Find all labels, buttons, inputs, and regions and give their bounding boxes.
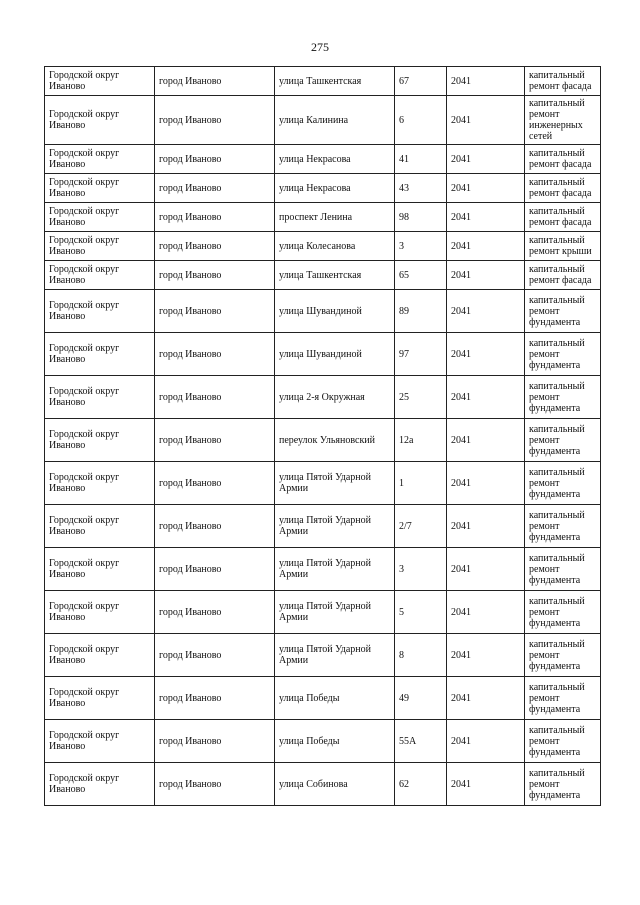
cell-work-type: капитальный ремонт фасада [525,174,601,203]
cell-city: город Иваново [155,261,275,290]
cell-city: город Иваново [155,290,275,333]
cell-house: 67 [395,67,447,96]
cell-year: 2041 [447,505,525,548]
cell-street: улица Шувандиной [275,290,395,333]
cell-city: город Иваново [155,505,275,548]
cell-street: улица Некрасова [275,174,395,203]
cell-house: 5 [395,591,447,634]
cell-street: улица Пятой Ударной Армии [275,505,395,548]
cell-city: город Иваново [155,591,275,634]
cell-year: 2041 [447,462,525,505]
cell-street: переулок Ульяновский [275,419,395,462]
cell-district: Городской округ Иваново [45,505,155,548]
cell-house: 98 [395,203,447,232]
cell-district: Городской округ Иваново [45,290,155,333]
cell-house: 3 [395,232,447,261]
cell-work-type: капитальный ремонт фундамента [525,462,601,505]
cell-city: город Иваново [155,333,275,376]
cell-work-type: капитальный ремонт фундамента [525,763,601,806]
cell-city: город Иваново [155,763,275,806]
cell-city: город Иваново [155,634,275,677]
cell-year: 2041 [447,419,525,462]
cell-street: улица Калинина [275,96,395,145]
cell-house: 65 [395,261,447,290]
cell-district: Городской округ Иваново [45,720,155,763]
cell-street: проспект Ленина [275,203,395,232]
cell-district: Городской округ Иваново [45,67,155,96]
cell-street: улица Победы [275,677,395,720]
table-body [45,67,601,806]
cell-street: улица Ташкентская [275,261,395,290]
cell-work-type: капитальный ремонт фасада [525,67,601,96]
cell-district: Городской округ Иваново [45,232,155,261]
cell-year: 2041 [447,677,525,720]
cell-year: 2041 [447,290,525,333]
cell-city: город Иваново [155,67,275,96]
cell-district: Городской округ Иваново [45,174,155,203]
cell-district: Городской округ Иваново [45,634,155,677]
cell-work-type: капитальный ремонт фасада [525,261,601,290]
cell-city: город Иваново [155,203,275,232]
cell-district: Городской округ Иваново [45,376,155,419]
cell-work-type: капитальный ремонт фундамента [525,720,601,763]
cell-work-type: капитальный ремонт фундамента [525,290,601,333]
page-number: 275 [311,40,329,54]
cell-district: Городской округ Иваново [45,591,155,634]
cell-year: 2041 [447,96,525,145]
cell-house: 1 [395,462,447,505]
table-row [45,677,601,720]
cell-work-type: капитальный ремонт фундамента [525,376,601,419]
cell-street: улица Собинова [275,763,395,806]
cell-house: 89 [395,290,447,333]
cell-street: улица Некрасова [275,145,395,174]
cell-house: 6 [395,96,447,145]
cell-work-type: капитальный ремонт фасада [525,203,601,232]
cell-house: 55А [395,720,447,763]
table-row [45,67,601,96]
cell-street: улица Пятой Ударной Армии [275,462,395,505]
cell-city: город Иваново [155,232,275,261]
cell-district: Городской округ Иваново [45,419,155,462]
cell-street: улица Пятой Ударной Армии [275,548,395,591]
cell-district: Городской округ Иваново [45,203,155,232]
cell-year: 2041 [447,203,525,232]
cell-district: Городской округ Иваново [45,763,155,806]
cell-street: улица Пятой Ударной Армии [275,591,395,634]
cell-city: город Иваново [155,677,275,720]
cell-city: город Иваново [155,96,275,145]
cell-year: 2041 [447,634,525,677]
cell-work-type: капитальный ремонт фундамента [525,677,601,720]
cell-year: 2041 [447,333,525,376]
cell-house: 97 [395,333,447,376]
table-row [45,290,601,333]
table-row [45,145,601,174]
repair-schedule-table [44,66,601,806]
cell-work-type: капитальный ремонт фундамента [525,548,601,591]
cell-city: город Иваново [155,376,275,419]
cell-house: 41 [395,145,447,174]
cell-district: Городской округ Иваново [45,677,155,720]
cell-city: город Иваново [155,548,275,591]
cell-street: улица Ташкентская [275,67,395,96]
cell-year: 2041 [447,548,525,591]
cell-year: 2041 [447,720,525,763]
cell-city: город Иваново [155,720,275,763]
cell-house: 25 [395,376,447,419]
table-row [45,634,601,677]
table-row [45,174,601,203]
table-row [45,591,601,634]
cell-district: Городской округ Иваново [45,145,155,174]
cell-work-type: капитальный ремонт фундамента [525,634,601,677]
cell-house: 12а [395,419,447,462]
cell-district: Городской округ Иваново [45,548,155,591]
cell-district: Городской округ Иваново [45,462,155,505]
cell-year: 2041 [447,763,525,806]
cell-year: 2041 [447,261,525,290]
cell-year: 2041 [447,376,525,419]
cell-house: 43 [395,174,447,203]
cell-city: город Иваново [155,462,275,505]
cell-city: город Иваново [155,174,275,203]
cell-city: город Иваново [155,419,275,462]
cell-year: 2041 [447,591,525,634]
cell-work-type: капитальный ремонт фундамента [525,419,601,462]
table-row [45,333,601,376]
cell-work-type: капитальный ремонт фасада [525,145,601,174]
table-row [45,261,601,290]
table-row [45,548,601,591]
table-row [45,763,601,806]
table-row [45,720,601,763]
cell-house: 8 [395,634,447,677]
cell-district: Городской округ Иваново [45,333,155,376]
table-row [45,232,601,261]
cell-work-type: капитальный ремонт инженерных сетей [525,96,601,145]
table-row [45,203,601,232]
cell-year: 2041 [447,67,525,96]
table-row [45,505,601,548]
cell-year: 2041 [447,232,525,261]
cell-house: 49 [395,677,447,720]
cell-district: Городской округ Иваново [45,261,155,290]
cell-street: улица Пятой Ударной Армии [275,634,395,677]
cell-house: 62 [395,763,447,806]
cell-street: улица Победы [275,720,395,763]
cell-work-type: капитальный ремонт крыши [525,232,601,261]
table-row [45,419,601,462]
table-row [45,376,601,419]
table-row [45,96,601,145]
cell-house: 2/7 [395,505,447,548]
cell-work-type: капитальный ремонт фундамента [525,505,601,548]
cell-city: город Иваново [155,145,275,174]
cell-street: улица Шувандиной [275,333,395,376]
table-row [45,462,601,505]
cell-street: улица 2-я Окружная [275,376,395,419]
cell-work-type: капитальный ремонт фундамента [525,591,601,634]
cell-year: 2041 [447,174,525,203]
cell-house: 3 [395,548,447,591]
cell-year: 2041 [447,145,525,174]
cell-street: улица Колесанова [275,232,395,261]
cell-district: Городской округ Иваново [45,96,155,145]
cell-work-type: капитальный ремонт фундамента [525,333,601,376]
